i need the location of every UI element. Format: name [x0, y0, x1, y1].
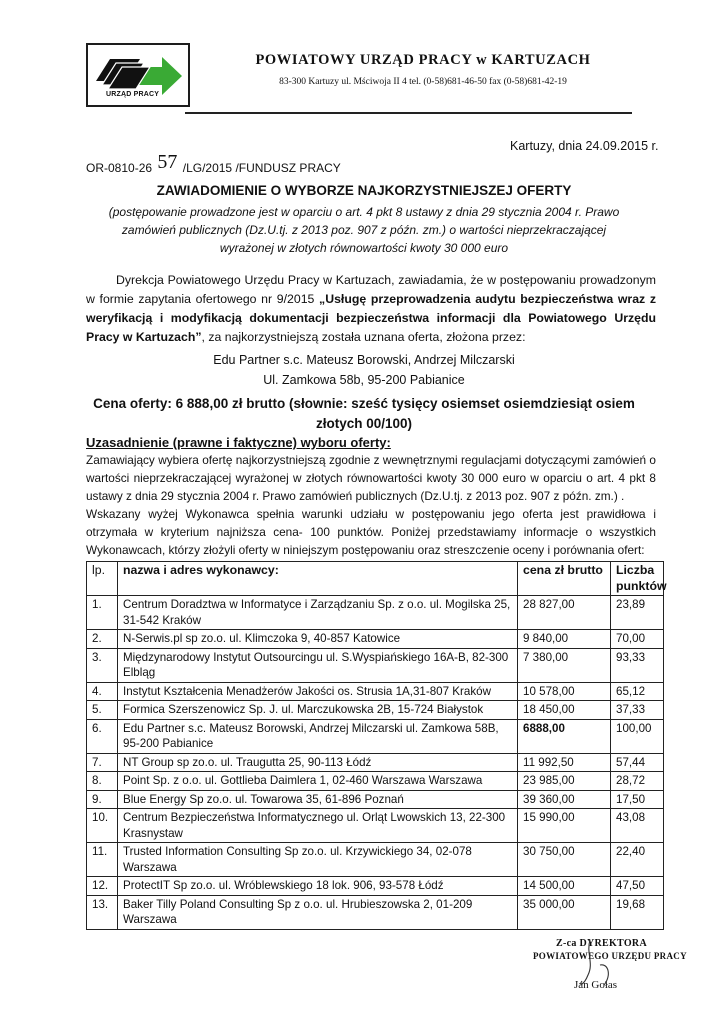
table-header-row	[87, 562, 664, 596]
row-points: 47,50	[611, 877, 664, 896]
document-heading: ZAWIADOMIENIE O WYBORZE NAJKORZYSTNIEJSZEJ OFERTY	[156, 183, 572, 198]
row-price: 6888,00	[518, 719, 611, 753]
table-row	[87, 719, 664, 753]
row-points: 22,40	[611, 843, 664, 877]
justification-text-1: Zamawiający wybiera ofertę najkorzystniejszą zgodnie z wewnętrznymi regulacjami dotyczącymi zamówień o wartości nieprzekraczającej wyrażonej w złotych równowartości kwoty 30 000 euro w oparciu o art. 4 pkt 8 ustawy z dnia 29 stycznia 2004 r. Prawo zamówień publicznych (Dz.U.tj. z 2013 poz. 907 z późn. zm.) .	[86, 453, 656, 503]
table-row	[87, 877, 664, 896]
office-title: POWIATOWY URZĄD PRACY w KARTUZACH	[255, 52, 591, 68]
offer-price: Cena oferty: 6 888,00 zł brutto (słownie: sześć tysięcy osiemset osiemdziesiąt osiem złotych 00/100)	[93, 396, 635, 431]
row-contractor: Point Sp. z o.o. ul. Gottlieba Daimlera 1, 02-460 Warszawa Warszawa	[118, 772, 518, 791]
row-points: 65,12	[611, 682, 664, 701]
row-points: 70,00	[611, 630, 664, 649]
table-row	[87, 630, 664, 649]
row-points: 43,08	[611, 809, 664, 843]
row-points: 19,68	[611, 895, 664, 929]
row-price: 23 985,00	[518, 772, 611, 791]
intro-service-title: „Usługę przeprowadzenia audytu bezpieczeństwa wraz z weryfikacją i modyfikacją dokumentacji bezpieczeństwa informacji dla Powiatowego Urzędu Pracy w Kartuzach”	[86, 292, 656, 344]
table-row	[87, 809, 664, 843]
row-price: 11 992,50	[518, 753, 611, 772]
row-price: 30 750,00	[518, 843, 611, 877]
row-lp: 7.	[87, 753, 118, 772]
row-contractor: Edu Partner s.c. Mateusz Borowski, Andrzej Milczarski ul. Zamkowa 58B, 95-200 Pabianice	[118, 719, 518, 753]
table-row	[87, 596, 664, 630]
row-price: 18 450,00	[518, 701, 611, 720]
table-row	[87, 753, 664, 772]
document-subheading: (postępowanie prowadzone jest w oparciu o art. 4 pkt 8 ustawy z dnia 29 stycznia 2004 r. Prawo zamówień publicznych (Dz.U.tj. z 2013 poz. 907 z późn. zm.) o wartości nieprzekraczającej wyrażonej w złotych równowartości kwoty 30 000 euro	[108, 205, 620, 255]
table-row	[87, 648, 664, 682]
row-contractor: N-Serwis.pl sp zo.o. ul. Klimczoka 9, 40-857 Katowice	[118, 630, 518, 649]
row-price: 35 000,00	[518, 895, 611, 929]
row-lp: 13.	[87, 895, 118, 929]
justification-text	[86, 451, 656, 559]
row-points: 28,72	[611, 772, 664, 791]
row-points: 93,33	[611, 648, 664, 682]
handwritten-signature	[560, 935, 640, 995]
ref-handwritten-number: 57	[157, 151, 178, 173]
intro-paragraph	[86, 271, 656, 347]
row-points: 37,33	[611, 701, 664, 720]
signature-name: Jan Gołas	[574, 979, 618, 991]
row-lp: 11.	[87, 843, 118, 877]
signature-office: POWIATOWEGO URZĘDU PRACY	[533, 951, 687, 961]
row-price: 15 990,00	[518, 809, 611, 843]
logo-text: URZĄD PRACY	[106, 91, 160, 98]
row-contractor: Centrum Doradztwa w Informatyce i Zarządzaniu Sp. z o.o. ul. Mogilska 25, 31-542 Kraków	[118, 596, 518, 630]
header-lp: lp.	[87, 562, 118, 596]
row-price: 39 360,00	[518, 790, 611, 809]
row-price: 9 840,00	[518, 630, 611, 649]
row-lp: 6.	[87, 719, 118, 753]
table-row	[87, 772, 664, 791]
office-address: 83-300 Kartuzy ul. Mściwoja II 4 tel. (0-58)681-46-50 fax (0-58)681-42-19	[279, 77, 567, 87]
row-points: 23,89	[611, 596, 664, 630]
header-contractor: nazwa i adres wykonawcy:	[118, 562, 518, 596]
row-points: 100,00	[611, 719, 664, 753]
intro-text-2: , za najkorzystniejszą została uznana oferta, złożona przez:	[201, 330, 526, 344]
header-divider	[185, 112, 632, 114]
row-contractor: Trusted Information Consulting Sp zo.o. ul. Krzywickiego 34, 02-078 Warszawa	[118, 843, 518, 877]
row-lp: 3.	[87, 648, 118, 682]
row-contractor: NT Group sp zo.o. ul. Traugutta 25, 90-113 Łódź	[118, 753, 518, 772]
row-contractor: Blue Energy Sp zo.o. ul. Towarowa 35, 61-896 Poznań	[118, 790, 518, 809]
intro-text-1: Dyrekcja Powiatowego Urzędu Pracy w Kartuzach, zawiadamia, że w postępowaniu prowadzonym w formie zapytania ofertowego nr 9/2015	[86, 273, 656, 306]
row-lp: 8.	[87, 772, 118, 791]
table-row	[87, 843, 664, 877]
row-price: 28 827,00	[518, 596, 611, 630]
row-points: 17,50	[611, 790, 664, 809]
header-price: cena zł brutto	[518, 562, 611, 596]
justification-text-2: Wskazany wyżej Wykonawca spełnia warunki udziału w postępowaniu jego oferta jest prawidłowa i otrzymała w kryterium najniższa cena- 100 punktów. Poniżej przedstawiamy informacje o wszystkich Wykonawcach, którzy złożyli oferty w niniejszym postępowaniu oraz streszczenie oceny i porównania ofert:	[86, 507, 656, 557]
row-contractor: Formica Szerszenowicz Sp. J. ul. Marczukowska 2B, 15-724 Białystok	[118, 701, 518, 720]
winner-address: Ul. Zamkowa 58b, 95-200 Pabianice	[263, 373, 465, 387]
document-date: Kartuzy, dnia 24.09.2015 r.	[510, 139, 659, 153]
table-row	[87, 895, 664, 929]
row-lp: 12.	[87, 877, 118, 896]
logo	[86, 43, 190, 107]
row-contractor: Centrum Bezpieczeństwa Informatycznego ul. Orląt Lwowskich 13, 22-300 Krasnystaw	[118, 809, 518, 843]
table-row	[87, 790, 664, 809]
row-contractor: Baker Tilly Poland Consulting Sp z o.o. ul. Hrubieszowska 2, 01-209 Warszawa	[118, 895, 518, 929]
row-contractor: ProtectIT Sp zo.o. ul. Wróblewskiego 18 lok. 906, 93-578 Łódź	[118, 877, 518, 896]
ref-suffix: /LG/2015 /FUNDUSZ PRACY	[182, 161, 341, 175]
row-lp: 2.	[87, 630, 118, 649]
winner-name: Edu Partner s.c. Mateusz Borowski, Andrzej Milczarski	[213, 353, 515, 367]
header-points: Liczba punktów	[611, 562, 664, 596]
reference-number	[86, 151, 341, 178]
table-row	[87, 682, 664, 701]
row-lp: 5.	[87, 701, 118, 720]
row-contractor: Instytut Kształcenia Menadżerów Jakości os. Strusia 1A,31-807 Kraków	[118, 682, 518, 701]
row-price: 14 500,00	[518, 877, 611, 896]
row-lp: 10.	[87, 809, 118, 843]
ref-prefix: OR-0810-26	[86, 161, 153, 175]
row-contractor: Międzynarodowy Instytut Outsourcingu ul. S.Wyspiańskiego 16A-B, 82-300 Elbląg	[118, 648, 518, 682]
offers-table	[86, 561, 667, 930]
row-price: 7 380,00	[518, 648, 611, 682]
justification-title: Uzasadnienie (prawne i faktyczne) wyboru oferty:	[86, 435, 391, 450]
row-lp: 1.	[87, 596, 118, 630]
row-points: 57,44	[611, 753, 664, 772]
signature-title: Z-ca DYREKTORA	[556, 938, 647, 949]
row-price: 10 578,00	[518, 682, 611, 701]
row-lp: 4.	[87, 682, 118, 701]
row-lp: 9.	[87, 790, 118, 809]
table-row	[87, 701, 664, 720]
